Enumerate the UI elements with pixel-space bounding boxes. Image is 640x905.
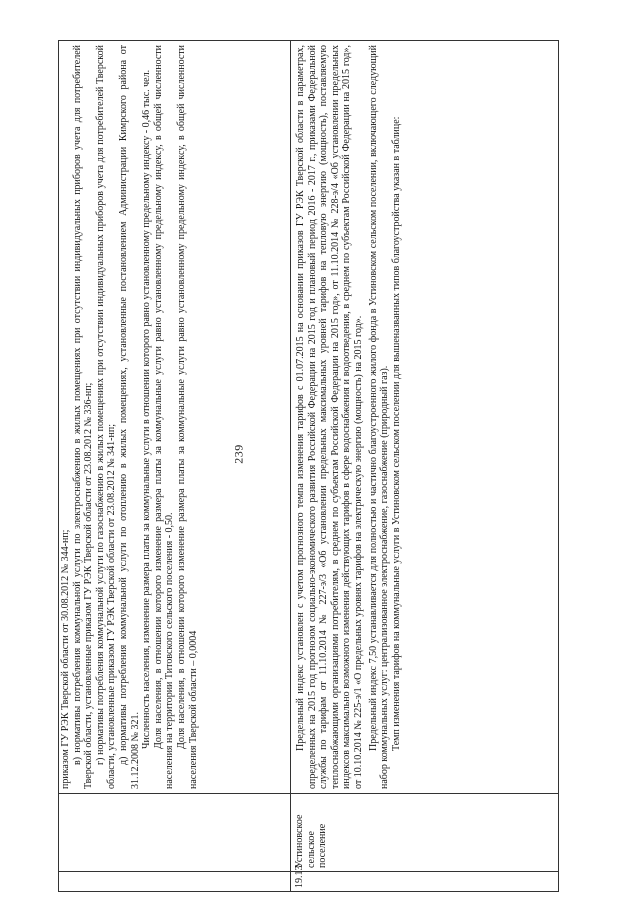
- paragraph: Численность населения, изменение размера платы за коммунальные услуги в отношении которого равно установленному предельному индексу - 0,46 тыс. чел.: [141, 69, 153, 749]
- table-row: [291, 41, 559, 892]
- row-text-cell: [291, 41, 559, 794]
- row-number-cell: 19.13: [291, 872, 559, 892]
- paragraph: Темп изменения тарифов на коммунальные услуги в Устиновском сельском поселении для вышеназванных типов благоустройства указан в таблице:: [390, 116, 402, 751]
- paragraph: в) нормативы потребления коммунальной услуги по электроснабжению в жилых помещениях при отсутствии индивидуальных приборов учета для потребителей Тверской области, установленные приказом ГУ РЭК Тверской области от 23.08.2012 № 336-нп;: [71, 45, 95, 789]
- paragraph: Предельный индекс установлен с учетом прогнозного темпа изменения тарифов с 01.07.2015 на основании приказов ГУ РЭК Тверской области в параметрах, определенных на 2015 год прогнозом социально-экономического развития Российской Федерации на 2015 год и плановый период 2016 - 2017 г., приказами Федеральной службы по тарифам от 11.10.2014 № 227-э/3 «Об установлении предельных максимальных уровней тарифов на тепловую энергию (мощность), поставляемую теплоснабжающими организациями потребителям, в среднем по субъектам Российской Федерации на 2015 год», от 11.10.2014 № 228-э/4 «Об установлении предельных индексов максимально возможного изменения действующих тарифов в сфере водоснабжения и водоотведения, в среднем по субъектам Российской Федерации на 2015 год», от 10.10.2014 № 225-э/1 «О предельных уровнях тарифов на электрическую энергию (мощность) на 2015 год».: [295, 45, 364, 789]
- paragraph: Предельный индекс 7,50 устанавливается для полностью и частично благоустроенного жилого фонда в Устиновском сельском поселении, включающего следующий набор коммунальных услуг: централизованное электроснабжение, газоснабжение (природный газ).: [367, 45, 391, 789]
- settlement-name-cell: [59, 794, 291, 872]
- document-table: [58, 40, 559, 892]
- table-row: [59, 41, 291, 892]
- paragraph: Доля населения, в отношении которого изменение размера платы за коммунальные услуги равно установленному предельному индексу, в общей численности населения на территории Титовского сельского поселения - 0,50.: [152, 45, 176, 789]
- paragraph: приказом ГУ РЭК Тверской области от 30.08.2012 № 344-нп;: [60, 529, 71, 789]
- paragraph: д) нормативы потребления коммунальной услуги по отоплению в жилых помещениях, установленные постановлением Администрации Кимрского района от 31.12.2008 № 321.: [117, 45, 141, 789]
- row-text-cell: [59, 41, 291, 794]
- settlement-name-cell: Устиновское сельское поселение: [291, 794, 559, 872]
- paragraph: Доля населения, в отношении которого изменение размера платы за коммунальные услуги равно установленному предельному индексу, в общей численности населения Тверской области – 0,0004: [175, 45, 199, 789]
- page-number: 239: [231, 444, 246, 464]
- row-number-cell: [59, 872, 291, 892]
- paragraph: г) нормативы потребления коммунальной услуги по газоснабжению в жилых помещениях при отсутствии индивидуальных приборов учета для потребителей Тверской области, установленные приказом ГУ РЭК Тверской области от 23.08.2012 № 341-нп;: [94, 45, 118, 789]
- rotated-page-content: [58, 14, 598, 896]
